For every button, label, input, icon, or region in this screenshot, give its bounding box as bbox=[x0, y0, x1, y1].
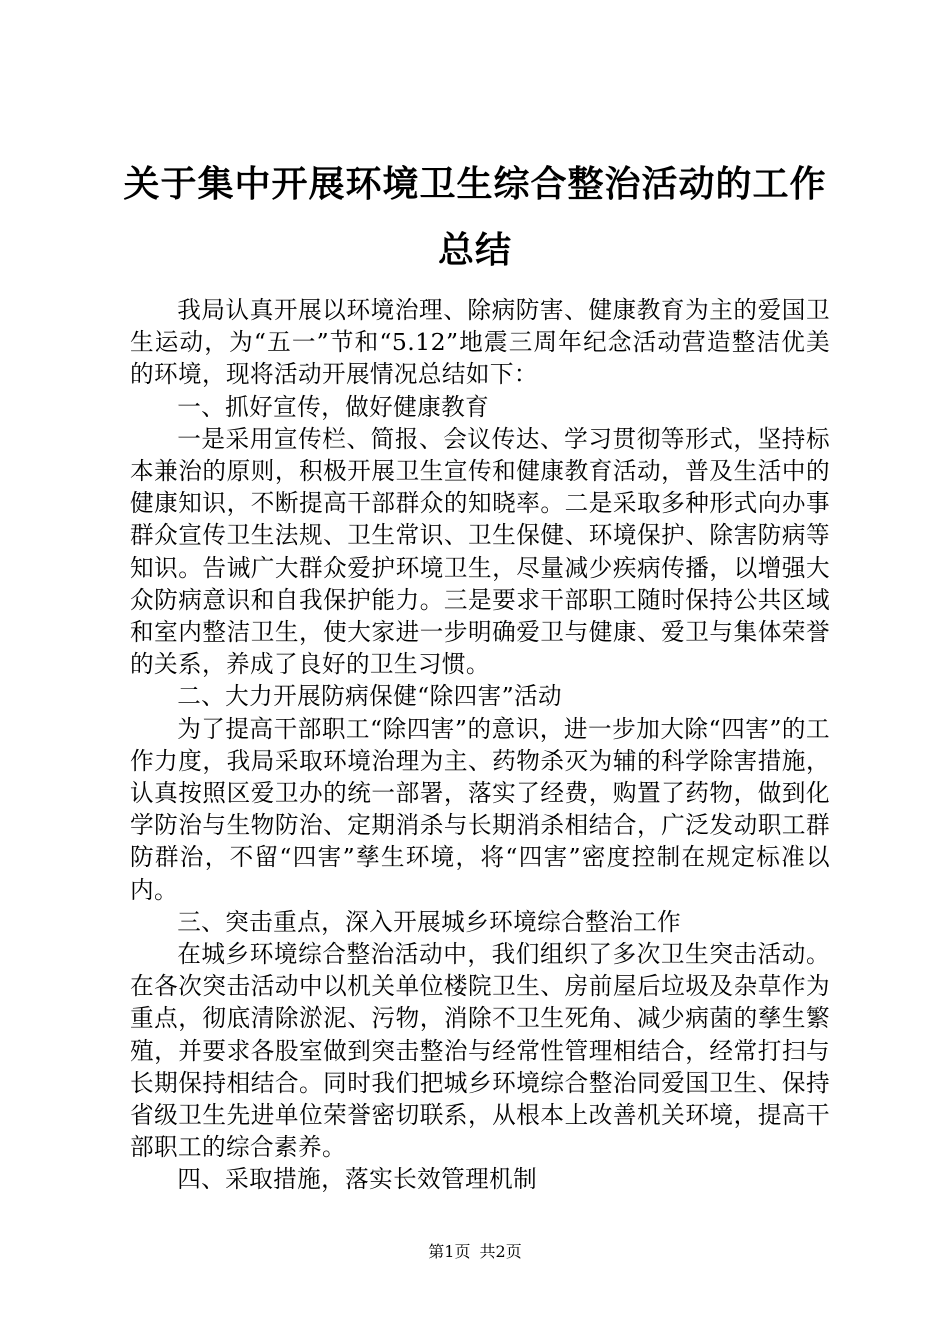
section-paragraph-2: 为了提高干部职工“除四害”的意识，进一步加大除“四害”的工作力度，我局采取环境治理为主、药物杀灭为辅的科学除害措施，认真按照区爱卫办的统一部署，落实了经费，购置了药物，做到化学防治与生物防治、定期消杀与长期消杀相结合，广泛发动职工群防群治，不留“四害”孳生环境，将“四害”密度控制在规定标准以内。 bbox=[130, 714, 830, 904]
section-heading-2: 二、大力开展防病保健“除四害”活动 bbox=[177, 682, 563, 711]
document-title: 关于集中开展环境卫生综合整治活动的工作总结 bbox=[123, 164, 827, 271]
section-heading-1: 一、抓好宣传，做好健康教育 bbox=[177, 392, 490, 421]
page-total: 共2页 bbox=[479, 1242, 522, 1261]
intro-paragraph: 我局认真开展以环境治理、除病防害、健康教育为主的爱国卫生运动，为“五一”节和“5.12”地震三周年纪念活动营造整洁优美的环境，现将活动开展情况总结如下： bbox=[130, 296, 830, 389]
section-heading-4: 四、采取措施，落实长效管理机制 bbox=[177, 1165, 538, 1194]
document-body bbox=[130, 294, 830, 1196]
section-paragraph-3: 在城乡环境综合整治活动中，我们组织了多次卫生突击活动。在各次突击活动中以机关单位楼院卫生、房前屋后垃圾及杂草作为重点，彻底清除淤泥、污物，消除不卫生死角、减少病菌的孳生繁殖，并要求各股室做到突击整治与经常性管理相结合，经常打扫与长期保持相结合。同时我们把城乡环境综合整治同爱国卫生、保持省级卫生先进单位荣誉密切联系，从根本上改善机关环境，提高干部职工的综合素养。 bbox=[130, 940, 830, 1162]
section-heading-3: 三、突击重点，深入开展城乡环境综合整治工作 bbox=[177, 907, 682, 936]
page-number: 第1页 bbox=[428, 1242, 471, 1261]
page-footer bbox=[0, 1242, 950, 1262]
section-paragraph-1: 一是采用宣传栏、简报、会议传达、学习贯彻等形式，坚持标本兼治的原则，积极开展卫生宣传和健康教育活动，普及生活中的健康知识，不断提高干部群众的知晓率。二是采取多种形式向办事群众宣传卫生法规、卫生常识、卫生保健、环境保护、除害防病等知识。告诫广大群众爱护环境卫生，尽量减少疾病传播，以增强大众防病意识和自我保护能力。三是要求干部职工随时保持公共区域和室内整洁卫生，使大家进一步明确爱卫与健康、爱卫与集体荣誉的关系，养成了良好的卫生习惯。 bbox=[130, 424, 830, 679]
